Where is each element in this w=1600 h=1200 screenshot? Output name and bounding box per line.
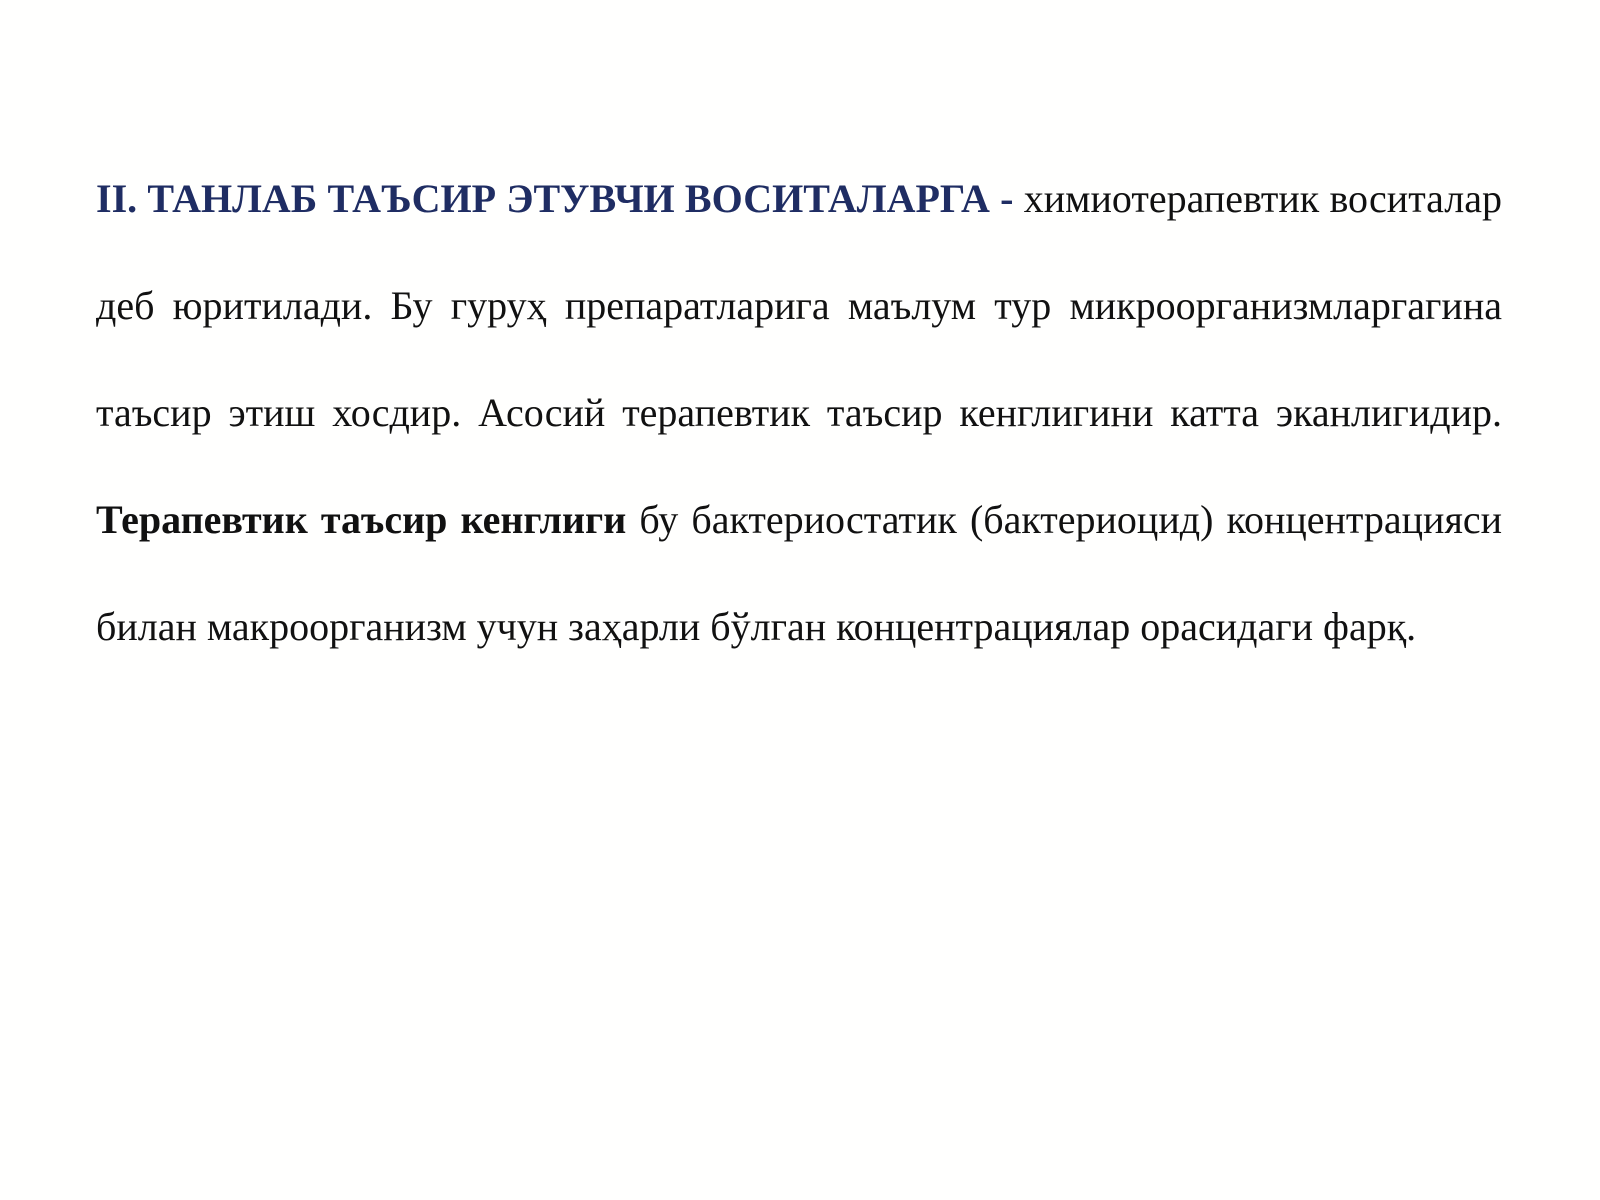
definition-text: бу бактериостатик (бактериоцид) концентрацияси билан макроорганизм учун заҳарли бўлган концентрациялар орасидаги фарқ. (96, 497, 1503, 649)
section-heading: II. ТАНЛАБ ТАЪСИР ЭТУВЧИ ВОСИТАЛАРГА (96, 176, 990, 221)
heading-dash: - (1000, 176, 1014, 221)
intro-text: химиотерапевтик воситалар деб юритилади. Бу гуруҳ препаратларига маълум тур микроорганизмларгагина таъсир этиш хосдир. Асосий терапевтик таъсир кенглигини катта эканлигидир. (96, 176, 1502, 435)
defined-term: Терапевтик таъсир кенглиги (96, 497, 627, 542)
slide-body-text (96, 145, 1502, 680)
